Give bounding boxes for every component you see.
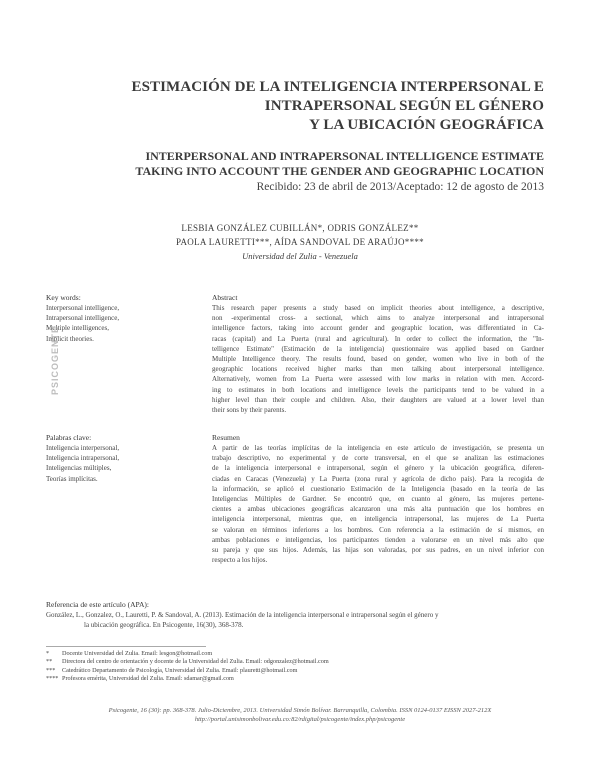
abstract-line: non -experimental cross- a sectional, which aims to analyze interpersonal and intrapersonal xyxy=(212,314,544,323)
footnote-text: Profesora emérita, Universidad del Zulia. Email: sdamar@gmail.com xyxy=(62,675,234,683)
footnote-item xyxy=(46,667,546,675)
abstract-line: geographic locations received higher marks than men talking about interpersonal intelligence. xyxy=(212,365,544,374)
abstract-line: higher level than their couple and children. Also, their daughters are valued at a lower level than xyxy=(212,395,544,404)
palabra-clave-item: Teorías implícitas. xyxy=(46,474,98,483)
keywords-list xyxy=(46,303,196,344)
resumen-line: respecto a los hijos. xyxy=(212,556,268,565)
abstract-line: racas (capital) and La Puerta (rural and agricultural). In order to collect the information, the "In- xyxy=(212,334,544,343)
palabras-clave-block xyxy=(46,433,196,484)
footnote-item xyxy=(46,658,546,666)
footnote-divider xyxy=(46,646,206,647)
apa-reference-line1: González, L., Gonzalez, O., Lauretti, P. & Sandoval, A. (2013). Estimación de la inteligencia interpersonal e intrapersonal según el género y xyxy=(46,611,439,619)
authors-block xyxy=(90,221,510,263)
footnote-mark: ** xyxy=(46,658,53,666)
keywords-block xyxy=(46,293,196,344)
title-spanish-line1: ESTIMACIÓN DE LA INTELIGENCIA INTERPERSONAL E xyxy=(131,79,544,95)
title-spanish-line2: INTRAPERSONAL SEGÚN EL GÉNERO xyxy=(264,98,544,114)
journal-logo-text: PSICOGENTE xyxy=(50,325,60,395)
resumen-line: Inteligencias Múltiples de Gardner. Se encontró que, en cuanto al género, las mujeres pertene- xyxy=(212,495,544,504)
title-spanish-line3: Y LA UBICACIÓN GEOGRÁFICA xyxy=(309,117,544,133)
footnotes xyxy=(46,650,546,684)
footer-citation: Psicogente, 16 (30): pp. 368-378. Julio-Diciembre, 2013. Universidad Simón Bolívar. Barranquilla, Colombia. ISSN 0124-0137 EISSN 2027-212X xyxy=(108,707,492,714)
footnote-mark: **** xyxy=(46,675,59,683)
resumen-text xyxy=(212,443,544,565)
resumen-line: trabajo descriptivo, no experimental y de corte transversal, en el que se analizan las estimaciones xyxy=(212,454,544,463)
palabra-clave-item: Inteligencia interpersonal, xyxy=(46,444,120,452)
keyword-item: Implicit theories. xyxy=(46,334,94,343)
abstract-line: their sons by their parents. xyxy=(212,406,287,415)
resumen-line: su pareja y que sus hijos. Además, las hijas son valoradas, por sus padres, en un nivel inferior con xyxy=(212,546,544,555)
keyword-item: Interpersonal intelligence, xyxy=(46,304,120,312)
authors-line1: LESBIA GONZÁLEZ CUBILLÁN*, ODRIS GONZÁLEZ** xyxy=(181,223,419,233)
footnote-mark: *** xyxy=(46,666,56,674)
affiliation: Universidad del Zulia - Venezuela xyxy=(242,251,358,261)
journal-sidebar-logo xyxy=(36,325,60,395)
footer-url: http://portal.unisimonbolivar.edu.co:82/rdigital/psicogente/index.php/psicogente xyxy=(194,716,406,723)
resumen-line: la información, se aplicó el cuestionario Estimación de la Inteligencia (basado en la teoría de las xyxy=(212,484,544,493)
resumen-heading: Resumen xyxy=(212,433,240,442)
resumen-line: se valoran en términos inferiores a los hombres. Con referencia a la estimación de sí mismos, en xyxy=(212,525,544,534)
footnote-text: Directora del centro de orientación y docente de la Universidad del Zulia. Email: odgonzalez@hotmail.com xyxy=(62,658,329,666)
title-spanish xyxy=(100,78,544,135)
palabras-clave-heading: Palabras clave: xyxy=(46,433,92,442)
keyword-item: Intrapersonal intelligence, xyxy=(46,314,120,323)
received-dates: Recibido: 23 de abril de 2013/Aceptado: 12 de agosto de 2013 xyxy=(256,181,544,193)
footnote-item xyxy=(46,675,546,683)
palabras-clave-list xyxy=(46,443,196,484)
title-english-line2: TAKING INTO ACCOUNT THE GENDER AND GEOGRAPHIC LOCATION xyxy=(135,164,544,178)
keyword-item: Multiple intelligences, xyxy=(46,324,109,333)
abstract-text xyxy=(212,303,544,415)
apa-reference-heading: Referencia de este artículo (APA): xyxy=(46,600,150,609)
abstract-line: telligence Estimate" (Estimación de la inteligencia) questionnaire was applied based on Gardner xyxy=(212,344,544,353)
palabra-clave-item: Inteligencia intrapersonal, xyxy=(46,454,120,463)
apa-reference-block xyxy=(46,600,556,630)
abstract-line: Multiple Intelligence theory. The results found, based on gender, women who live in both of the xyxy=(212,355,544,364)
abstract-line: Alternatively, women from La Puerta were assessed with low marks in relation with men. Accord- xyxy=(212,375,544,384)
apa-reference-line2: la ubicación geográfica. En Psicogente, 16(30), 368-378. xyxy=(84,621,244,630)
footnote-text: Catedrático Departamento de Psicología, Universidad del Zulia. Email: plauretti@hotmail.com xyxy=(62,666,298,674)
footnote-item xyxy=(46,650,546,658)
abstract-line: intelligence factors, taking into account gender and geographic location, was differentiated in Ca- xyxy=(212,324,544,333)
palabra-clave-item: Inteligencias múltiples, xyxy=(46,464,112,473)
resumen-line: A partir de las teorías implícitas de la inteligencia en este artículo de investigación, se presenta un xyxy=(212,444,544,452)
resumen-line: inteligencia interpersonal, mientras que, en inteligencia intrapersonal, las mujeres de La Puerta xyxy=(212,515,544,524)
abstract-heading: Abstract xyxy=(212,293,238,302)
resumen-line: cientes a ambas ubicaciones geográficas alcanzaron una más alta puntuación que los hombres en xyxy=(212,505,544,514)
keywords-heading: Key words: xyxy=(46,293,81,302)
title-english xyxy=(90,149,544,179)
page-footer xyxy=(60,706,540,724)
title-english-line1: INTERPERSONAL AND INTRAPERSONAL INTELLIGENCE ESTIMATE xyxy=(145,149,544,163)
abstract-line: This research paper presents a study based on implicit theories about intelligence, a descriptive, xyxy=(212,304,544,312)
abstract-line: ing to estimates in both locations and intelligence levels the participants tend to be valued in a xyxy=(212,385,544,394)
authors-line2: PAOLA LAURETTI***, AÍDA SANDOVAL DE ARAÚJO**** xyxy=(176,237,424,247)
resumen-line: ciadas en Caracas (Venezuela) y La Puerta (zona rural y agrícola de dicho país). Para la recogida de xyxy=(212,474,544,483)
resumen-line: ambas poblaciones e inteligencias, los participantes tienden a valorarse en un nivel más alto que xyxy=(212,535,544,544)
abstract-block xyxy=(212,293,544,415)
resumen-block xyxy=(212,433,544,565)
resumen-line: de la inteligencia interpersonal e intrapersonal, según el género y la ubicación geográfica, diferen- xyxy=(212,464,544,473)
footnote-mark: * xyxy=(46,650,50,657)
footnote-text: Docente Universidad del Zulia. Email: lesgon@hotmail.com xyxy=(62,650,213,657)
